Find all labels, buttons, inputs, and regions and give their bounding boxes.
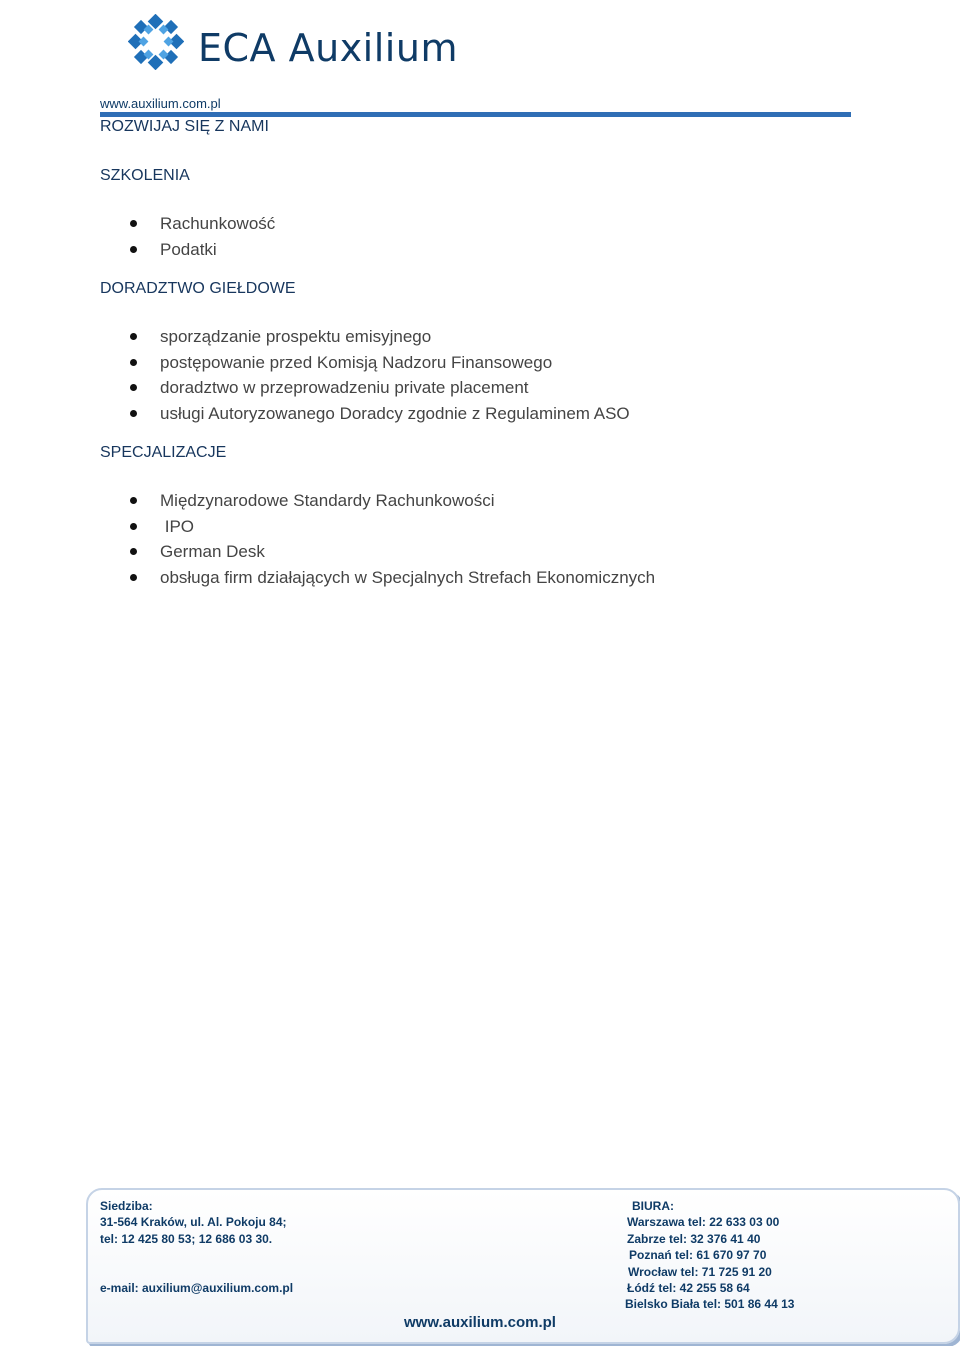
page-title: ROZWIJAJ SIĘ Z NAMI bbox=[100, 118, 269, 135]
footer-office-warszawa: Warszawa tel: 22 633 03 00 bbox=[627, 1215, 780, 1229]
footer-office-lodz: Łódź tel: 42 255 58 64 bbox=[627, 1281, 750, 1295]
footer-offices-label: BIURA: bbox=[632, 1199, 674, 1213]
eca-star-logo-icon bbox=[128, 14, 184, 70]
main-content bbox=[100, 116, 860, 590]
section-title-specjalizacje: SPECJALIZACJE bbox=[100, 444, 227, 461]
szkolenia-list bbox=[100, 211, 860, 262]
footer-hq-label: Siedziba: bbox=[100, 1199, 153, 1213]
doradztwo-list bbox=[100, 324, 860, 426]
list-item: postępowanie przed Komisją Nadzoru Finansowego bbox=[100, 350, 860, 376]
footer-office-bielsko: Bielsko Biała tel: 501 86 44 13 bbox=[625, 1297, 795, 1311]
footer-hq-phone: tel: 12 425 80 53; 12 686 03 30. bbox=[100, 1232, 273, 1246]
footer-office-zabrze: Zabrze tel: 32 376 41 40 bbox=[627, 1232, 761, 1246]
list-item: German Desk bbox=[100, 539, 860, 565]
list-item: Podatki bbox=[100, 237, 860, 263]
list-item: Rachunkowość bbox=[100, 211, 860, 237]
list-item: Międzynarodowe Standardy Rachunkowości bbox=[100, 488, 860, 514]
logo-text: ECA Auxilium bbox=[198, 26, 458, 70]
list-item: doradztwo w przeprowadzeniu private placement bbox=[100, 375, 860, 401]
footer-office-poznan: Poznań tel: 61 670 97 70 bbox=[629, 1248, 767, 1262]
footer-url[interactable]: www.auxilium.com.pl bbox=[404, 1314, 556, 1331]
list-item: usługi Autoryzowanego Doradcy zgodnie z Regulaminem ASO bbox=[100, 401, 860, 427]
footer-email[interactable]: e-mail: auxilium@auxilium.com.pl bbox=[100, 1281, 294, 1295]
section-title-szkolenia: SZKOLENIA bbox=[100, 167, 190, 184]
list-item: IPO bbox=[100, 514, 860, 540]
footer-hq-address: 31-564 Kraków, ul. Al. Pokoju 84; bbox=[100, 1215, 287, 1229]
specjalizacje-list bbox=[100, 488, 860, 590]
header-url[interactable]: www.auxilium.com.pl bbox=[100, 96, 221, 111]
footer-office-wroclaw: Wrocław tel: 71 725 91 20 bbox=[628, 1265, 772, 1279]
list-item: obsługa firm działających w Specjalnych Strefach Ekonomicznych bbox=[100, 565, 860, 591]
section-title-doradztwo: DORADZTWO GIEŁDOWE bbox=[100, 280, 296, 297]
list-item: sporządzanie prospektu emisyjnego bbox=[100, 324, 860, 350]
